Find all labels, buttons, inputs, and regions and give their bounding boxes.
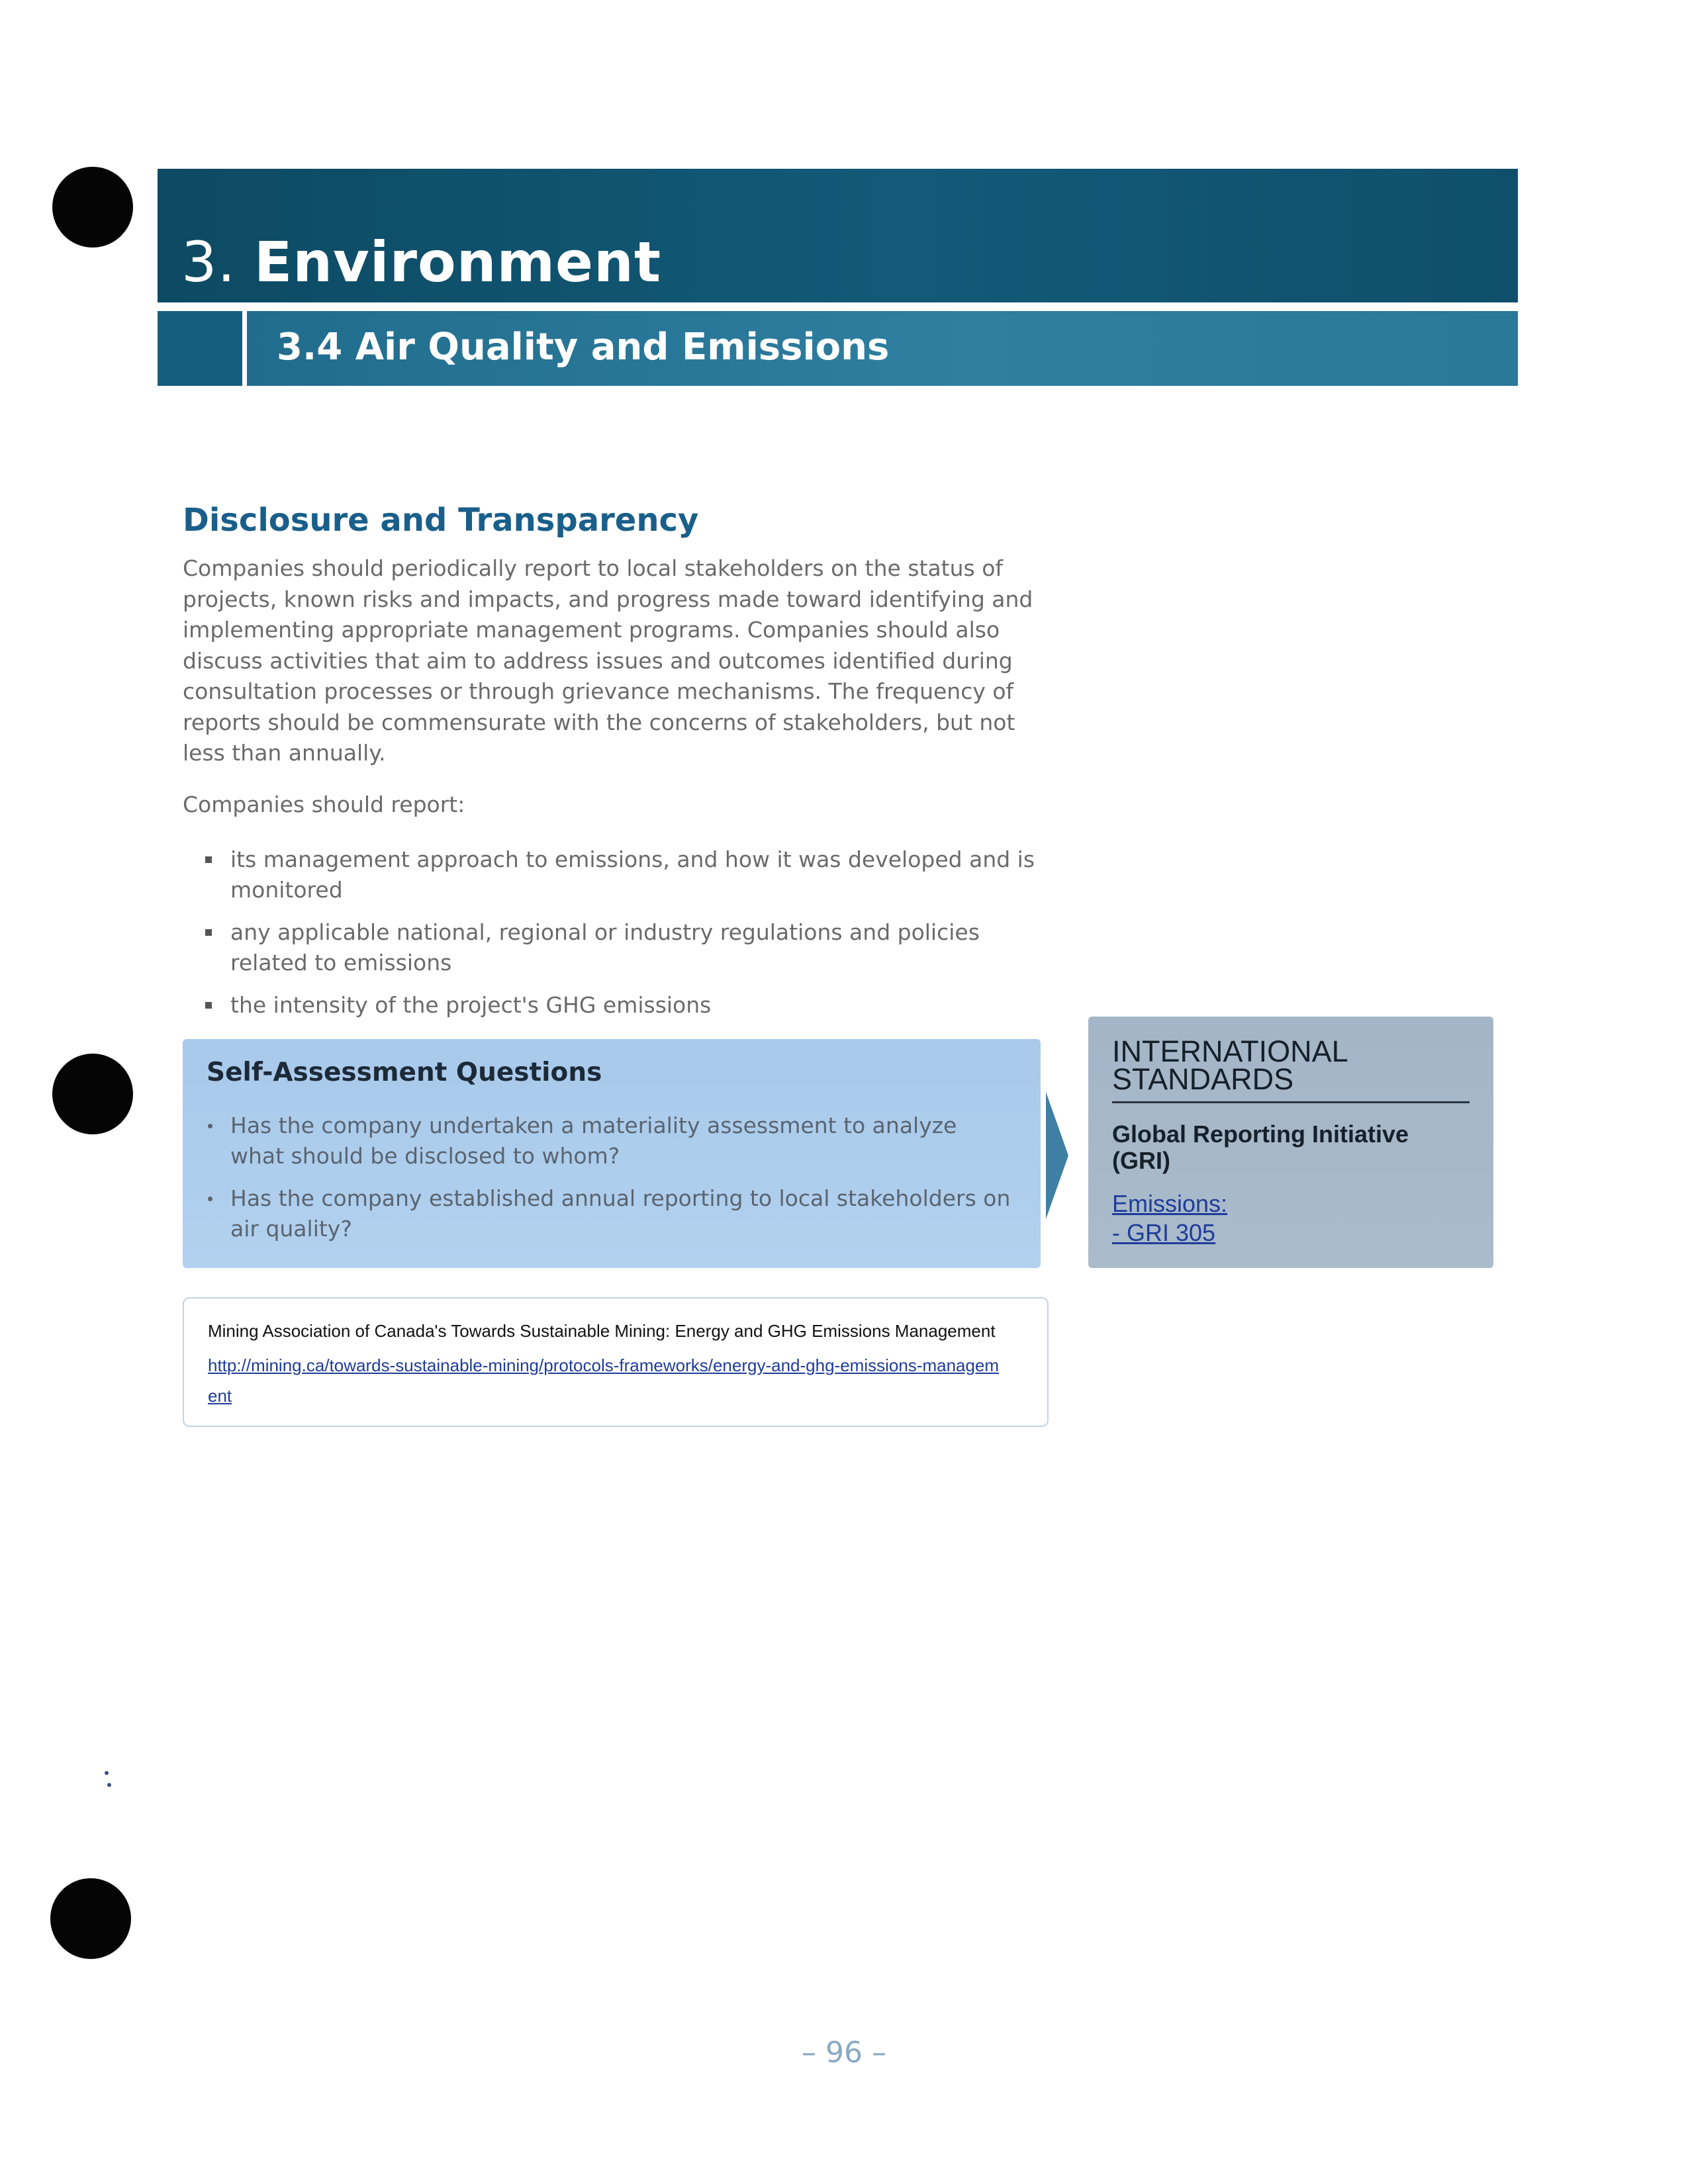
punch-hole (52, 1054, 133, 1134)
disclosure-heading: Disclosure and Transparency (183, 502, 699, 539)
self-assessment-list (207, 1111, 1014, 1256)
scan-speck (105, 1771, 109, 1775)
page-number: – 96 – (802, 2036, 886, 2070)
arrow-right-icon (1046, 1092, 1068, 1219)
list-item: its management approach to emissions, and how it was developed and is monitored (183, 844, 1056, 905)
self-assessment-box (183, 1039, 1041, 1268)
reference-url-link[interactable]: http://mining.ca/towards-sustainable-mining/protocols-frameworks/energy-and-ghg-emissions-management (208, 1355, 1000, 1406)
list-item: any applicable national, regional or industry regulations and policies related to emissions (183, 917, 1056, 978)
chapter-name: Environment (254, 230, 661, 295)
chapter-banner (158, 169, 1518, 306)
gri-305-link[interactable]: - GRI 305 (1112, 1219, 1216, 1246)
reference-box (183, 1297, 1049, 1427)
standards-title: INTERNATIONAL STANDARDS (1112, 1038, 1470, 1103)
scan-speck (107, 1783, 111, 1787)
standards-box (1088, 1017, 1493, 1268)
section-banner (158, 311, 1518, 386)
section-title: 3.4 Air Quality and Emissions (277, 326, 890, 369)
punch-hole (52, 167, 133, 248)
chapter-number: 3. (181, 230, 236, 295)
list-item: Has the company established annual reporting to local stakeholders on air quality? (207, 1183, 1014, 1244)
section-tab (158, 311, 247, 386)
emissions-link[interactable]: Emissions: (1112, 1190, 1228, 1217)
reference-title: Mining Association of Canada's Towards Sustainable Mining: Energy and GHG Emissions Management (208, 1321, 996, 1341)
chapter-title (181, 230, 661, 295)
list-item: the intensity of the project's GHG emissions (183, 990, 1056, 1021)
standards-organization: Global Reporting Initiative (GRI) (1112, 1120, 1409, 1174)
self-assessment-title: Self-Assessment Questions (207, 1058, 602, 1087)
report-list (183, 844, 1056, 1032)
list-item: Has the company undertaken a materiality assessment to analyze what should be disclosed to whom? (207, 1111, 1014, 1171)
punch-hole (50, 1878, 131, 1959)
report-intro: Companies should report: (183, 792, 465, 817)
disclosure-paragraph: Companies should periodically report to local stakeholders on the status of projects, known risks and impacts, and progress made toward identifying and implementing appropriate management programs. Companies should also discuss activities that aim to address issues and outcomes identified during consultation processes or through grievance mechanisms. The frequency of reports should be commensurate with the concerns of stakeholders, but not less than annually. (183, 555, 1033, 766)
